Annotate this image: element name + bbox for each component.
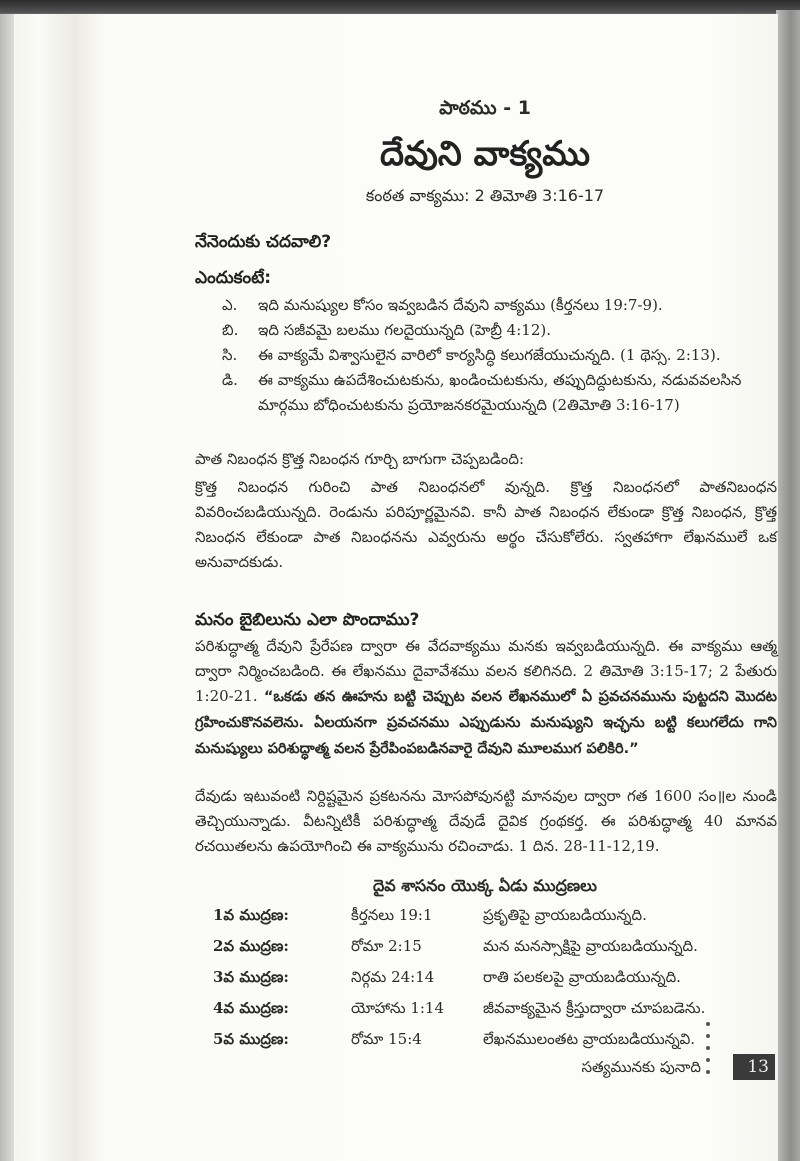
table-row <box>213 931 793 962</box>
page-number: 13 <box>733 1054 775 1080</box>
list-marker: సి. <box>222 346 238 364</box>
scan-left-edge <box>0 14 14 1161</box>
list-item <box>195 368 795 393</box>
list-marker: బి. <box>222 321 239 339</box>
list-item <box>195 293 795 318</box>
how-received-paragraph <box>195 634 777 762</box>
authorship-paragraph: దేవుడు ఇటువంటి నిర్దిష్టమైన ప్రకటనను మోసపోవునట్టి మానవుల ద్వారా గత 1600 సం॥ల నుండి తెచ్చియున్నాడు. వీటన్నిటికీ పరిశుద్ధాత్మ దేవుడే దైవిక గ్రంథకర్త. ఈ పరిశుద్ధాత్మ 40 మానవ రచయితలను ఉపయోగించి ఈ వాక్యమును రచించాడు. 1 దిన. 28-11-12,19. <box>195 787 777 855</box>
section-heading-why-read: నేనెందుకు చదవాలి? <box>195 232 332 252</box>
table-row <box>213 962 793 993</box>
list-text: ఇది సజీవమై బలము గలదైయున్నది (హెబ్రీ 4:12). <box>258 321 551 339</box>
list-marker: ఎ. <box>222 296 238 314</box>
table-row <box>213 900 793 931</box>
paragraph-text: పరిశుద్ధాత్మ దేవుని ప్రేరేపణ ద్వారా ఈ వేదవాక్యము మనకు ఇవ్వబడియున్నది. ఈ వాక్యము ఆత్మ ద్వారా నిర్మించబడింది. ఈ లేఖనము దైవావేశము వలన కలిగినది. 2 తిమోతి 3:15-17; 2 పేతురు 1:20-21. <box>195 637 777 705</box>
chapter-title: దేవుని వాక్యము <box>380 134 590 174</box>
seal-label: 1వ ముద్రణ: <box>213 906 289 924</box>
seal-description: జీవవాక్యమైన క్రీస్తుద్వారా చూపబడెను. <box>483 999 706 1017</box>
seal-description: మన మనస్సాక్షిపై వ్రాయబడియున్నది. <box>483 937 698 955</box>
list-text-continuation: మార్గము బోధించుటకును ప్రయోజనకరమైయున్నది (2తిమోతి 3:16-17) <box>258 396 680 414</box>
list-item <box>195 318 795 343</box>
book-page <box>78 14 778 1161</box>
seal-label: 2వ ముద్రణ: <box>213 937 289 955</box>
list-text: ఈ వాక్యమే విశ్వాసులైన వారిలో కార్యసిద్ధి కలుగజేయుచున్నది. (1 థెస్స. 2:13). <box>258 346 721 364</box>
section-heading-how-received: మనం బైబిలును ఎలా పొందాము? <box>195 610 420 630</box>
chapter-label: పాఠము - 1 <box>439 97 531 119</box>
seal-reference: కీర్తనలు 19:1 <box>351 906 433 924</box>
seal-reference: యోహాను 1:14 <box>351 999 445 1017</box>
seal-label: 3వ ముద్రణ: <box>213 968 289 986</box>
testaments-body: క్రొత్త నిబంధన గురించి పాత నిబంధనలో వున్నది. క్రొత్త నిబంధనలో పాతనిబంధన వివరించబడియున్నది. రెండును పరిపూర్ణమైనవి. కానీ పాత నిబంధన లేకుండా క్రొత్త నిబంధన, క్రొత్త నిబంధన లేకుండా పాత నిబంధనను ఎవ్వరును అర్థం చేసుకోలేరు. స్వతహాగా లేఖనములే ఒక అనువాదకుడు. <box>195 478 777 571</box>
list-text: ఈ వాక్యము ఉపదేశించుటకును, ఖండించుటకును, తప్పుదిద్దుటకును, నడువవలసిన <box>258 371 742 389</box>
decorative-dots-icon <box>706 1022 712 1082</box>
scripture-quote: “ఒకడు తన ఊహను బట్టి చెప్పుట వలన లేఖనములో ఏ ప్రవచనమును పుట్టదని మొదట గ్రహించుకొనవలెను. ఏలయనగా ప్రవచనము ఎప్పుడును మనుష్యుని ఇచ్ఛను బట్టి కలుగలేదు గాని మనుష్యులు పరిశుద్ధాత్మ వలన ప్రేరేపింపబడినవారై దేవుని మూలముగ పలికిరి.” <box>195 689 777 757</box>
list-item <box>195 343 795 368</box>
running-footer-title: సత్యమునకు పునాది <box>581 1058 701 1076</box>
seal-label: 4వ ముద్రణ: <box>213 999 289 1017</box>
seals-heading: దైవ శాసనం యొక్క ఏడు ముద్రణలు <box>373 876 597 895</box>
testaments-intro: పాత నిబంధన క్రొత్త నిబంధన గూర్చి బాగుగా చెప్పబడింది: <box>195 450 524 468</box>
memory-verse: కంఠత వాక్యము: 2 తిమోతి 3:16-17 <box>365 186 605 205</box>
reasons-list <box>195 293 795 418</box>
seal-reference: నిర్గమ 24:14 <box>351 968 435 986</box>
list-marker: డి. <box>222 371 238 389</box>
seal-description: రాతి పలకలపై వ్రాయబడియున్నది. <box>483 968 681 986</box>
list-text: ఇది మనుష్యుల కోసం ఇవ్వబడిన దేవుని వాక్యము (కీర్తనలు 19:7-9). <box>258 296 663 314</box>
seal-reference: రోమా 15:4 <box>351 1030 422 1048</box>
section-heading-because: ఎందుకంటే: <box>195 268 272 288</box>
seal-description: ప్రకృతిపై వ్రాయబడియున్నది. <box>483 906 647 924</box>
seal-label: 5వ ముద్రణ: <box>213 1030 289 1048</box>
seal-description: లేఖనములంతట వ్రాయబడియున్నవి. <box>483 1030 696 1048</box>
table-row <box>213 993 793 1024</box>
seal-reference: రోమా 2:15 <box>351 937 422 955</box>
